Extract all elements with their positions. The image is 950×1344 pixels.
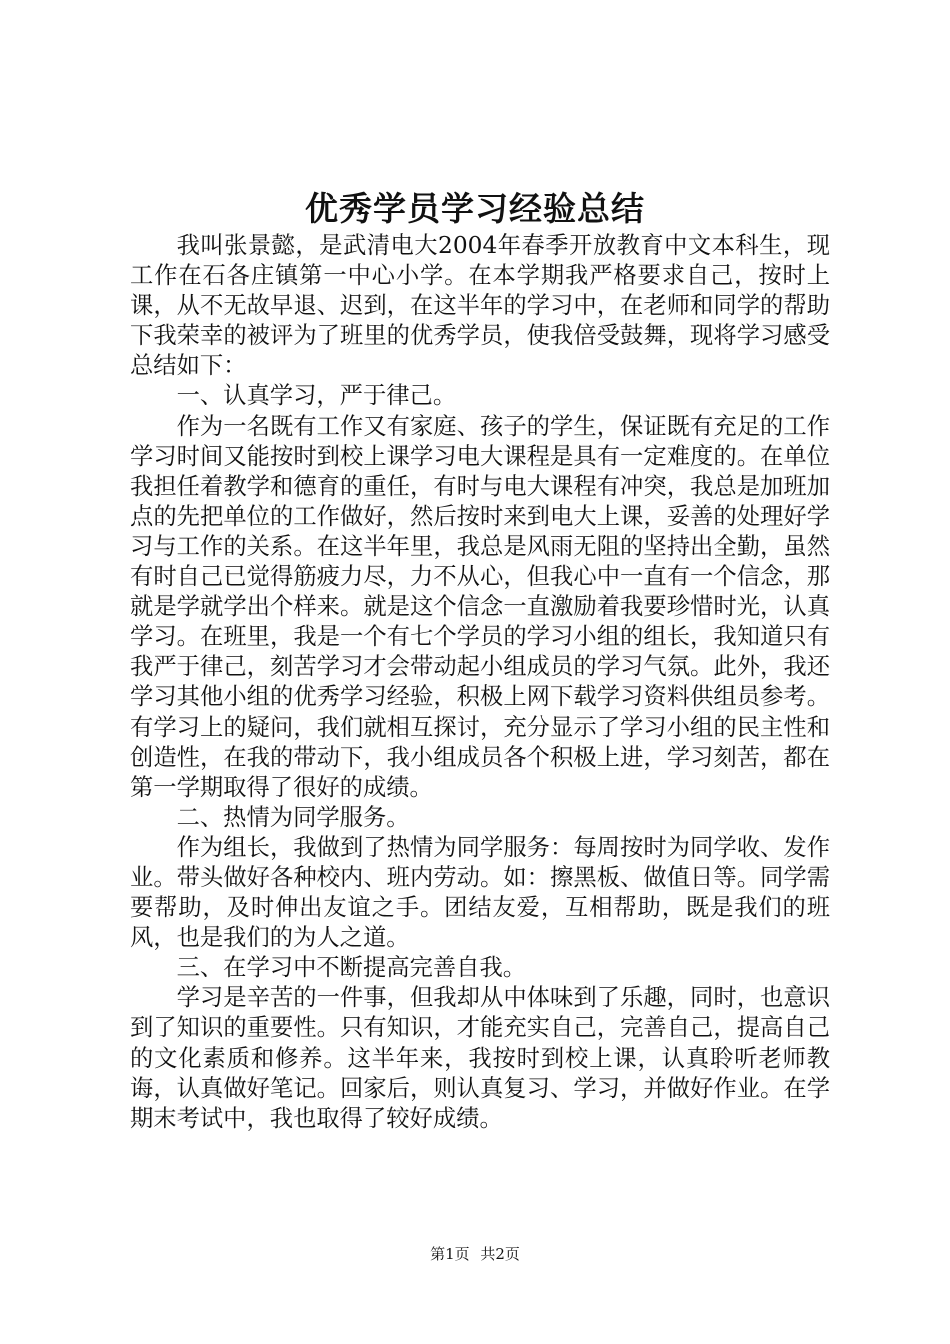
section-paragraph-3: 学习是辛苦的一件事，但我却从中体味到了乐趣，同时，也意识到了知识的重要性。只有知识，才能充实自己，完善自己，提高自己的文化素质和修养。这半年来，我按时到校上课，认真聆听老师教诲，认真做好笔记。回家后，则认真复习、学习，并做好作业。在学期末考试中，我也取得了较好成绩。 [130, 984, 830, 1132]
page-number: 第1页 [430, 1245, 470, 1263]
section-heading-2: 二、热情为同学服务。 [176, 803, 410, 831]
page-footer [0, 1244, 950, 1264]
document-title: 优秀学员学习经验总结 [305, 189, 645, 228]
page-total: 共2页 [480, 1245, 520, 1263]
section-heading-1: 一、认真学习，严于律己。 [176, 382, 457, 410]
document-body [130, 231, 830, 1134]
section-paragraph-2: 作为组长，我做到了热情为同学服务：每周按时为同学收、发作业。带头做好各种校内、班内劳动。如：擦黑板、做值日等。同学需要帮助，及时伸出友谊之手。团结友爱，互相帮助，既是我们的班风，也是我们的为人之道。 [130, 833, 830, 952]
intro-paragraph: 我叫张景懿，是武清电大2004年春季开放教育中文本科生，现工作在石各庄镇第一中心小学。在本学期我严格要求自己，按时上课，从不无故早退、迟到，在这半年的学习中，在老师和同学的帮助下我荣幸的被评为了班里的优秀学员，使我倍受鼓舞，现将学习感受总结如下： [130, 232, 830, 380]
section-heading-3: 三、在学习中不断提高完善自我。 [176, 954, 527, 982]
section-paragraph-1: 作为一名既有工作又有家庭、孩子的学生，保证既有充足的工作学习时间又能按时到校上课学习电大课程是具有一定难度的。在单位我担任着教学和德育的重任，有时与电大课程有冲突，我总是加班加点的先把单位的工作做好，然后按时来到电大上课，妥善的处理好学习与工作的关系。在这半年里，我总是风雨无阻的坚持出全勤，虽然有时自己已觉得筋疲力尽，力不从心，但我心中一直有一个信念，那就是学就学出个样来。就是这个信念一直激励着我要珍惜时光，认真学习。在班里，我是一个有七个学员的学习小组的组长，我知道只有我严于律己，刻苦学习才会带动起小组成员的学习气氛。此外，我还学习其他小组的优秀学习经验，积极上网下载学习资料供组员参考。有学习上的疑问，我们就相互探讨，充分显示了学习小组的民主性和创造性，在我的带动下，我小组成员各个积极上进，学习刻苦，都在第一学期取得了很好的成绩。 [130, 412, 830, 801]
